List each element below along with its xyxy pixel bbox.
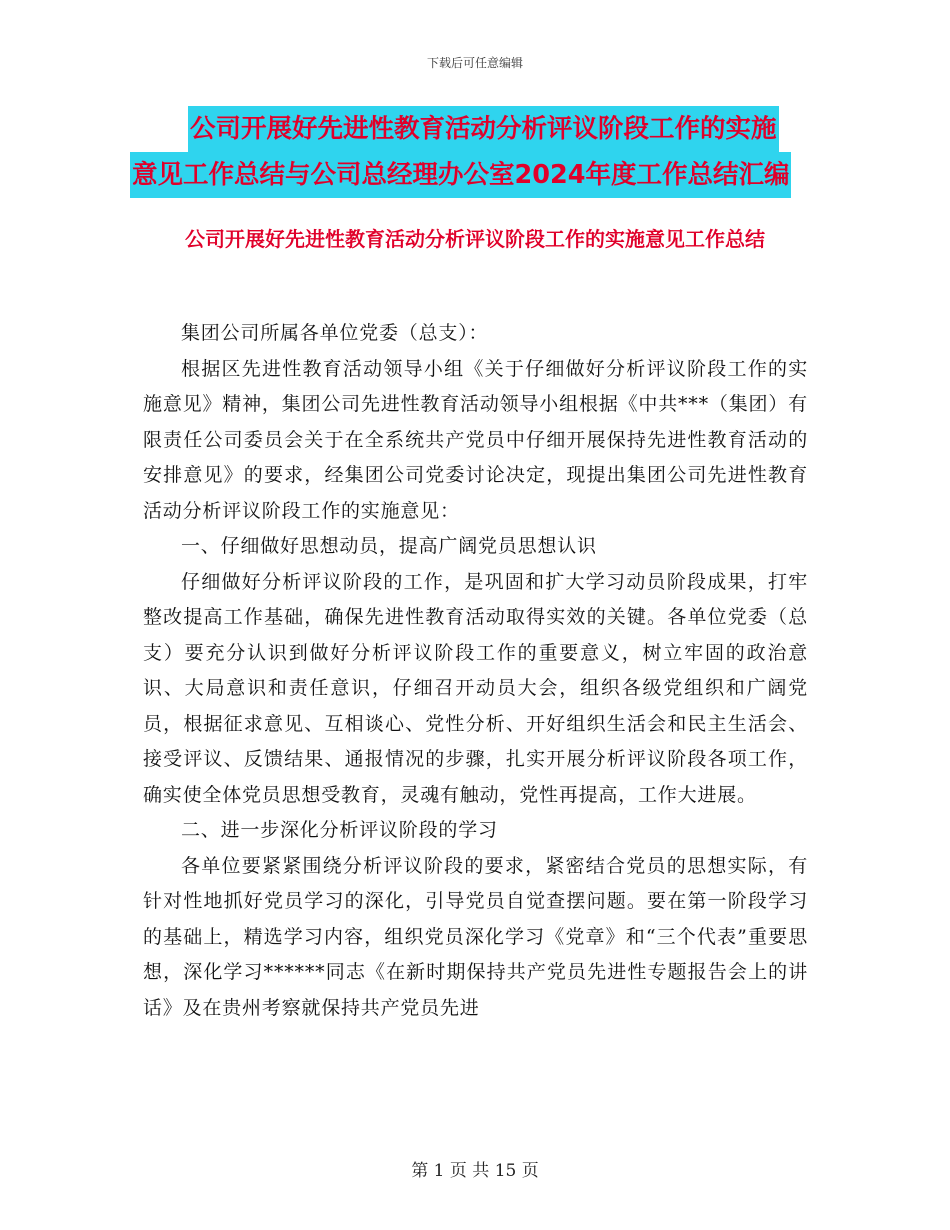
salutation-paragraph: 集团公司所属各单位党委（总支）： <box>181 322 489 344</box>
document-title-line-1: 公司开展好先进性教育活动分析评议阶段工作的实施 <box>188 106 779 152</box>
section-heading-1: 一、仔细做好思想动员，提高广阔党员思想认识 <box>181 535 597 557</box>
body-paragraph: 根据区先进性教育活动领导小组《关于仔细做好分析评议阶段工作的实施意见》精神，集团公司先进性教育活动领导小组根据《中共***（集团）有限责任公司委员会关于在全系统共产党员中仔细开展保持先进性教育活动的安排意见》的要求，经集团公司党委讨论决定，现提出集团公司先进性教育活动分析评议阶段工作的实施意见： <box>143 357 808 522</box>
section-heading-2: 二、进一步深化分析评议阶段的学习 <box>181 819 498 841</box>
body-paragraph: 仔细做好分析评议阶段的工作，是巩固和扩大学习动员阶段成果，打牢整改提高工作基础，确保先进性教育活动取得实效的关键。各单位党委（总支）要充分认识到做好分析评议阶段工作的重要意义，树立牢固的政治意识、大局意识和责任意识，仔细召开动员大会，组织各级党组织和广阔党员，根据征求意见、互相谈心、党性分析、开好组织生活会和民主生活会、接受评议、反馈结果、通报情况的步骤，扎实开展分析评议阶段各项工作，确实使全体党员思想受教育，灵魂有触动，党性再提高，工作大进展。 <box>143 570 808 806</box>
section-title: 公司开展好先进性教育活动分析评议阶段工作的实施意见工作总结 <box>185 227 765 251</box>
document-title <box>130 106 830 198</box>
page-header-note: 下载后可任意编辑 <box>426 56 523 70</box>
document-title-line-2: 意见工作总结与公司总经理办公室2024年度工作总结汇编 <box>130 152 791 198</box>
page-number: 第 1 页 共 15 页 <box>411 1161 539 1181</box>
document-body <box>143 316 808 1026</box>
body-paragraph: 各单位要紧紧围绕分析评议阶段的要求，紧密结合党员的思想实际，有针对性地抓好党员学习的深化，引导党员自觉查摆问题。要在第一阶段学习的基础上，精选学习内容，组织党员深化学习《党章》和“三个代表”重要思想，深化学习******同志《在新时期保持共产党员先进性专题报告会上的讲话》及在贵州考察就保持共产党员先进 <box>143 854 808 1019</box>
